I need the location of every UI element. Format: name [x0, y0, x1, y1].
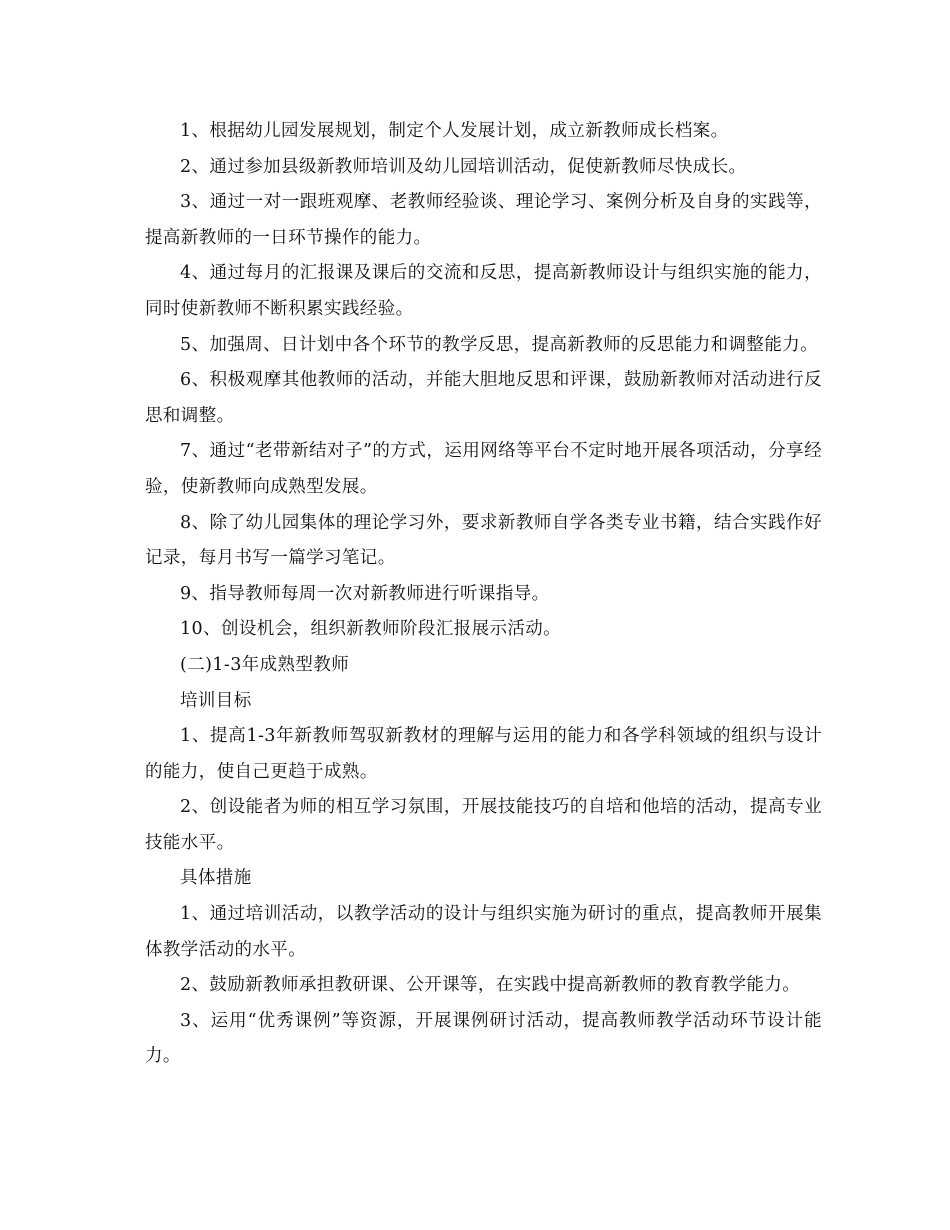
- paragraph-9: 9、指导教师每周一次对新教师进行听课指导。: [180, 583, 550, 604]
- goal-paragraph-2: 2、创设能者为师的相互学习氛围，开展技能技巧的自培和他培的活动，提高专业技能水平。: [145, 797, 822, 853]
- paragraph-2: 2、通过参加县级新教师培训及幼儿园培训活动，促使新教师尽快成长。: [180, 156, 747, 177]
- paragraph-8: 8、除了幼儿园集体的理论学习外，要求新教师自学各类专业书籍，结合实践作好记录，每月书写一篇学习笔记。: [145, 512, 822, 569]
- measure-paragraph-1: 1、通过培训活动，以教学活动的设计与组织实施为研讨的重点，提高教师开展集体教学活动的水平。: [145, 904, 822, 960]
- paragraph-1: 1、根据幼儿园发展规划，制定个人发展计划，成立新教师成长档案。: [180, 121, 729, 141]
- subheading-training-goals: 培训目标: [180, 690, 252, 711]
- section-heading-mature-teachers: (二)1-3年成熟型教师: [180, 654, 350, 675]
- paragraph-3: 3、通过一对一跟班观摩、老教师经验谈、理论学习、案例分析及自身的实践等，提高新教师的一日环节操作的能力。: [145, 192, 822, 248]
- measure-paragraph-3: 3、运用“优秀课例”等资源，开展课例研讨活动，提高教师教学活动环节设计能力。: [145, 1010, 822, 1067]
- paragraph-6: 6、积极观摩其他教师的活动，并能大胆地反思和评课，鼓励新教师对活动进行反思和调整。: [145, 370, 822, 426]
- paragraph-4: 4、通过每月的汇报课及课后的交流和反思，提高新教师设计与组织实施的能力，同时使新教师不断积累实践经验。: [145, 263, 822, 319]
- measure-paragraph-2: 2、鼓励新教师承担教研课、公开课等，在实践中提高新教师的教育教学能力。: [180, 975, 801, 996]
- goal-paragraph-1: 1、提高1-3年新教师驾驭新教材的理解与运用的能力和各学科领域的组织与设计的能力，使自己更趋于成熟。: [145, 726, 822, 782]
- paragraph-7: 7、通过“老带新结对子”的方式，运用网络等平台不定时地开展各项活动，分享经验，使新教师向成熟型发展。: [145, 441, 822, 497]
- paragraph-5: 5、加强周、日计划中各个环节的教学反思，提高新教师的反思能力和调整能力。: [180, 334, 819, 355]
- subheading-specific-measures: 具体措施: [180, 868, 252, 889]
- paragraph-10: 10、创设机会，组织新教师阶段汇报展示活动。: [180, 619, 562, 640]
